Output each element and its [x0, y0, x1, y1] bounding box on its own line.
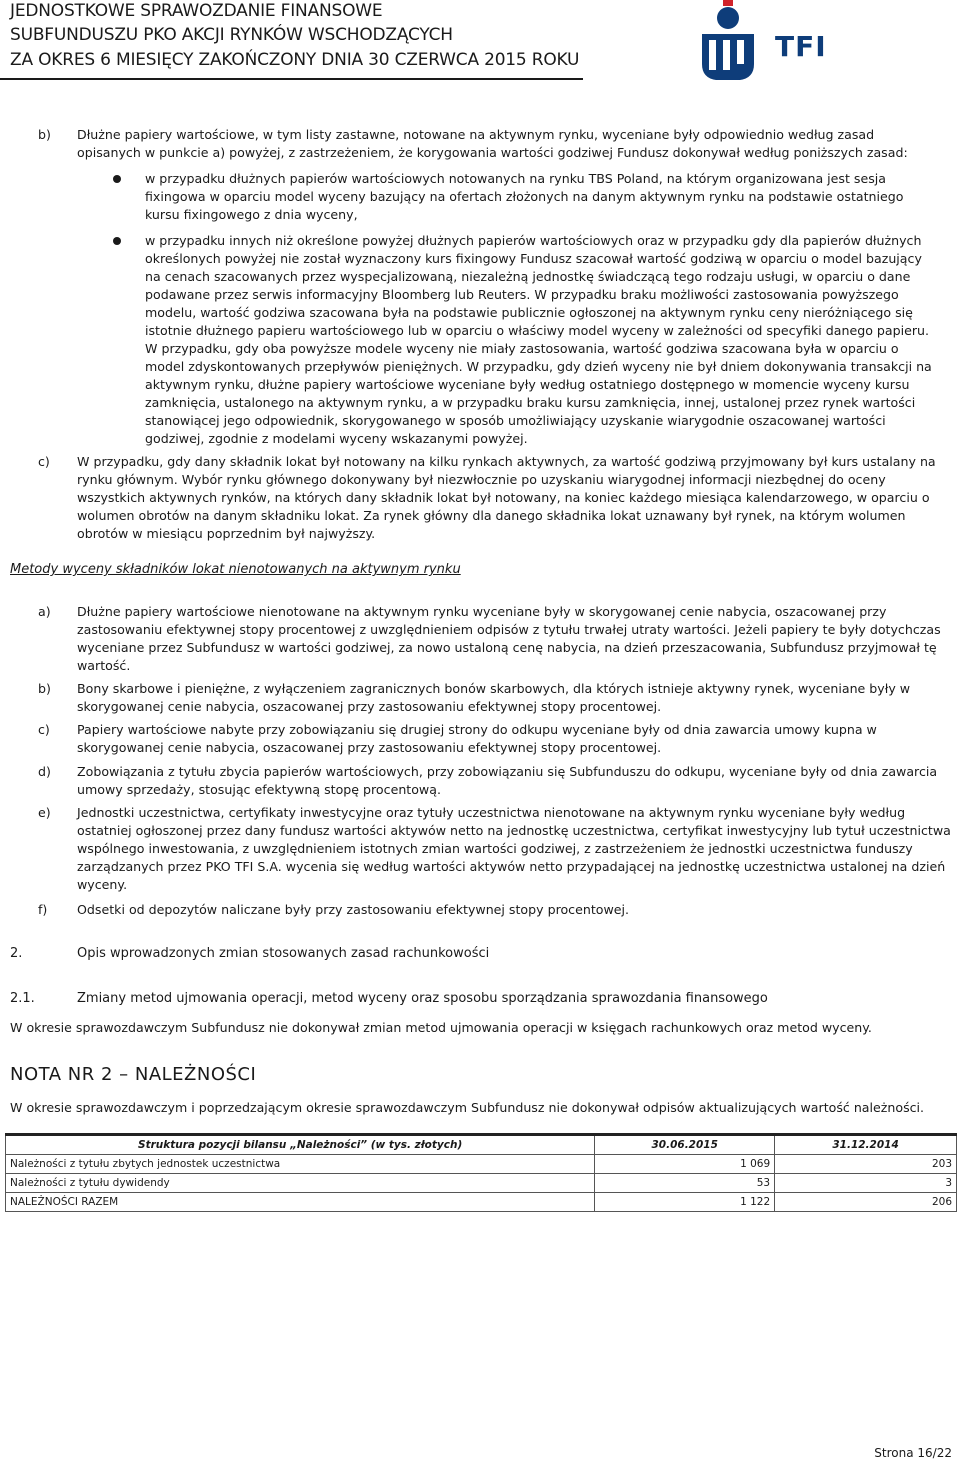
table-row: [6, 1155, 957, 1174]
list-item-label: a): [38, 604, 51, 619]
bullet-item: w przypadku dłużnych papierów wartościowych notowanych na rynku TBS Poland, na którym organizowana jest sesja fixingowa w oparciu model wyceny bazujący na ofertach złożonych na danym aktywnym rynku na podstawie ostatniego kursu fixingowego z dnia wyceny,: [145, 171, 904, 222]
list-item-label: f): [38, 902, 48, 917]
list-item: Dłużne papiery wartościowe nienotowane na aktywnym rynku wyceniane były w skorygowanej cenie nabycia, oszacowanej przy zastosowaniu efektywnej stopy procentowej z uwzględnieniem odpisów z tytułu trwałej utraty wartości. Jeżeli papiery te były dotychczas wyceniane przez Subfundusz w wartości godziwej, za nowo ustaloną cenę nabycia, na dzień przeszacowania, Subfundusz przyjmował tę wartość.: [77, 604, 941, 673]
table-row: [6, 1193, 957, 1212]
bullet-icon: [113, 237, 121, 245]
section-b-text: Dłużne papiery wartościowe, w tym listy zastawne, notowane na aktywnym rynku, wyceniane były odpowiednio według zasad opisanych w punkcie a) powyżej, z zastrzeżeniem, że korygowania wartości godziwej Fundusz dokonywał według poniższych zasad:: [77, 127, 908, 160]
bullet-item: w przypadku innych niż określone powyżej dłużnych papierów wartościowych oraz w przypadku gdy dla papierów dłużnych określonych powyżej nie został wyznaczony kurs fixingowy Fundusz szacował wartość godziwą w oparciu o model bazujący na cenach szacowanych przez wyspecjalizowaną, niezależną jednostkę świadczącą tego rodzaju usługi, w oparciu o dane podawane przez serwis informacyjny Bloomberg lub Reuters. W przypadku braku możliwości zastosowania powyższego modelu, wartość godziwa szacowana była na podstawie publicznie ogłoszonej na aktywnym rynku ceny nieróżniącego się istotnie dłużnego papieru wartościowego lub w oparciu o właściwy model wyceny w zależności od specyfiki danego papieru. W przypadku, gdy oba powyższe modele wyceny nie miały zastosowania, wartość godziwa szacowana była w oparciu o model zdyskontowanych przepływów pieniężnych. W przypadku, gdy dzień wyceny nie był dniem dokonywania transakcji na aktywnym rynku, dłużne papiery wartościowe wyceniane były według ostatniego dostępnego w momencie wyceny kursu zamknięcia, ustalonego na aktywnym rynku, a w przypadku braku kursu zamknięcia, innej, ustalonej przez rynek wartości stanowiącej jego odpowiednik, skorygowanego w sposób umożliwiający uzyskanie wiarygodnie oszacowanej wartości godziwej, zgodnie z modelami wyceny wskazanymi powyżej.: [145, 233, 932, 446]
header-line-1: JEDNOSTKOWE SPRAWOZDANIE FINANSOWE: [10, 1, 383, 21]
receivables-table: [5, 1133, 957, 1212]
bullet-icon: [113, 175, 121, 183]
list-item: Jednostki uczestnictwa, certyfikaty inwestycyjne oraz tytuły uczestnictwa nienotowane na aktywnym rynku wyceniane były według ostatniej ogłoszonej przez dany fundusz wartości aktywów netto na jednostkę uczestnictwa, certyfikat inwestycyjny lub tytuł uczestnictwa wspólnego inwestowania, z uwzględnieniem istotnych zmian wartości godziwej, z zastrzeżeniem że jednostki uczestnictwa funduszy zarządzanych przez PKO TFI S.A. wycenia się według wartości aktywów netto przypadającej na jednostkę uczestnictwa ustalonej na dzień wyceny.: [77, 805, 951, 892]
table-row: [6, 1174, 957, 1193]
section-title: Opis wprowadzonych zmian stosowanych zasad rachunkowości: [77, 946, 490, 961]
table-cell: 3: [775, 1174, 957, 1193]
list-item-label: c): [38, 722, 50, 737]
tfi-logo-text: TFI: [775, 30, 827, 63]
table-header-cell: 31.12.2014: [775, 1135, 957, 1155]
table-cell: NALEŻNOŚCI RAZEM: [6, 1193, 595, 1212]
list-item: Zobowiązania z tytułu zbycia papierów wartościowych, przy zobowiązaniu się Subfunduszu do odkupu, wyceniane były od dnia zawarcia umowy sprzedaży, stosując efektywną stopę procentową.: [77, 764, 938, 797]
header-rule: [0, 78, 583, 80]
section-b-label: b): [38, 127, 51, 142]
table-cell: 203: [775, 1155, 957, 1174]
nota-heading: NOTA NR 2 – NALEŻNOŚCI: [10, 1064, 257, 1085]
table-cell: 206: [775, 1193, 957, 1212]
header-line-2: SUBFUNDUSZU PKO AKCJI RYNKÓW WSCHODZĄCYCH: [10, 25, 453, 45]
list-item-label: b): [38, 681, 51, 696]
section-c-label: c): [38, 454, 50, 469]
page-header: [0, 0, 960, 80]
metody-heading: Metody wyceny składników lokat nienotowanych na aktywnym rynku: [10, 562, 461, 577]
table-cell: Należności z tytułu dywidendy: [6, 1174, 595, 1193]
table-cell: 1 122: [595, 1193, 775, 1212]
table-header-cell: Struktura pozycji bilansu „Należności” (w tys. złotych): [6, 1135, 595, 1155]
list-item-label: d): [38, 764, 51, 779]
table-header-cell: 30.06.2015: [595, 1135, 775, 1155]
nota-text: W okresie sprawozdawczym i poprzedzającym okresie sprawozdawczym Subfundusz nie dokonywał odpisów aktualizujących wartość należności.: [10, 1100, 925, 1115]
page-number: Strona 16/22: [874, 1446, 952, 1460]
table-cell: Należności z tytułu zbytych jednostek uczestnictwa: [6, 1155, 595, 1174]
list-item-label: e): [38, 805, 51, 820]
section-number: 2.: [10, 946, 23, 961]
table-cell: 1 069: [595, 1155, 775, 1174]
subsection-text: W okresie sprawozdawczym Subfundusz nie dokonywał zmian metod ujmowania operacji w księgach rachunkowych oraz metod wyceny.: [10, 1020, 872, 1035]
list-item: Odsetki od depozytów naliczane były przy zastosowaniu efektywnej stopy procentowej.: [77, 902, 630, 917]
list-item: Papiery wartościowe nabyte przy zobowiązaniu się drugiej strony do odkupu wyceniane były od dnia zawarcia umowy kupna w skorygowanej cenie nabycia, oszacowanej przy zastosowaniu efektywnej stopy procentowej.: [77, 722, 877, 755]
list-item: Bony skarbowe i pieniężne, z wyłączeniem zagranicznych bonów skarbowych, dla których istnieje aktywny rynek, wyceniane były w skorygowanej cenie nabycia, oszacowanej przy zastosowaniu efektywnej stopy procentowej.: [77, 681, 911, 714]
subsection-title: Zmiany metod ujmowania operacji, metod wyceny oraz sposobu sporządzania sprawozdania finansowego: [77, 991, 768, 1006]
table-cell: 53: [595, 1174, 775, 1193]
section-c-text: W przypadku, gdy dany składnik lokat był notowany na kilku rynkach aktywnych, za wartość godziwą przyjmowany był kurs ustalany na rynku głównym. Wybór rynku głównego dokonywany był niezwłocznie po uzyskaniu wiarygodnej informacji niezbędnej do oceny wszystkich aktywnych rynków, na których dany składnik lokat był notowany, na koniec każdego miesiąca kalendarzowego, w oparciu o wolumen obrotów na danym składniku lokat. Za rynek główny dla danego składnika lokat uznawany był rynek, na którym wolumen obrotów w miesiącu poprzednim był najwyższy.: [77, 454, 936, 541]
table-header-row: [6, 1135, 957, 1155]
header-line-3: ZA OKRES 6 MIESIĘCY ZAKOŃCZONY DNIA 30 CZERWCA 2015 ROKU: [10, 50, 580, 70]
subsection-number: 2.1.: [10, 991, 35, 1006]
